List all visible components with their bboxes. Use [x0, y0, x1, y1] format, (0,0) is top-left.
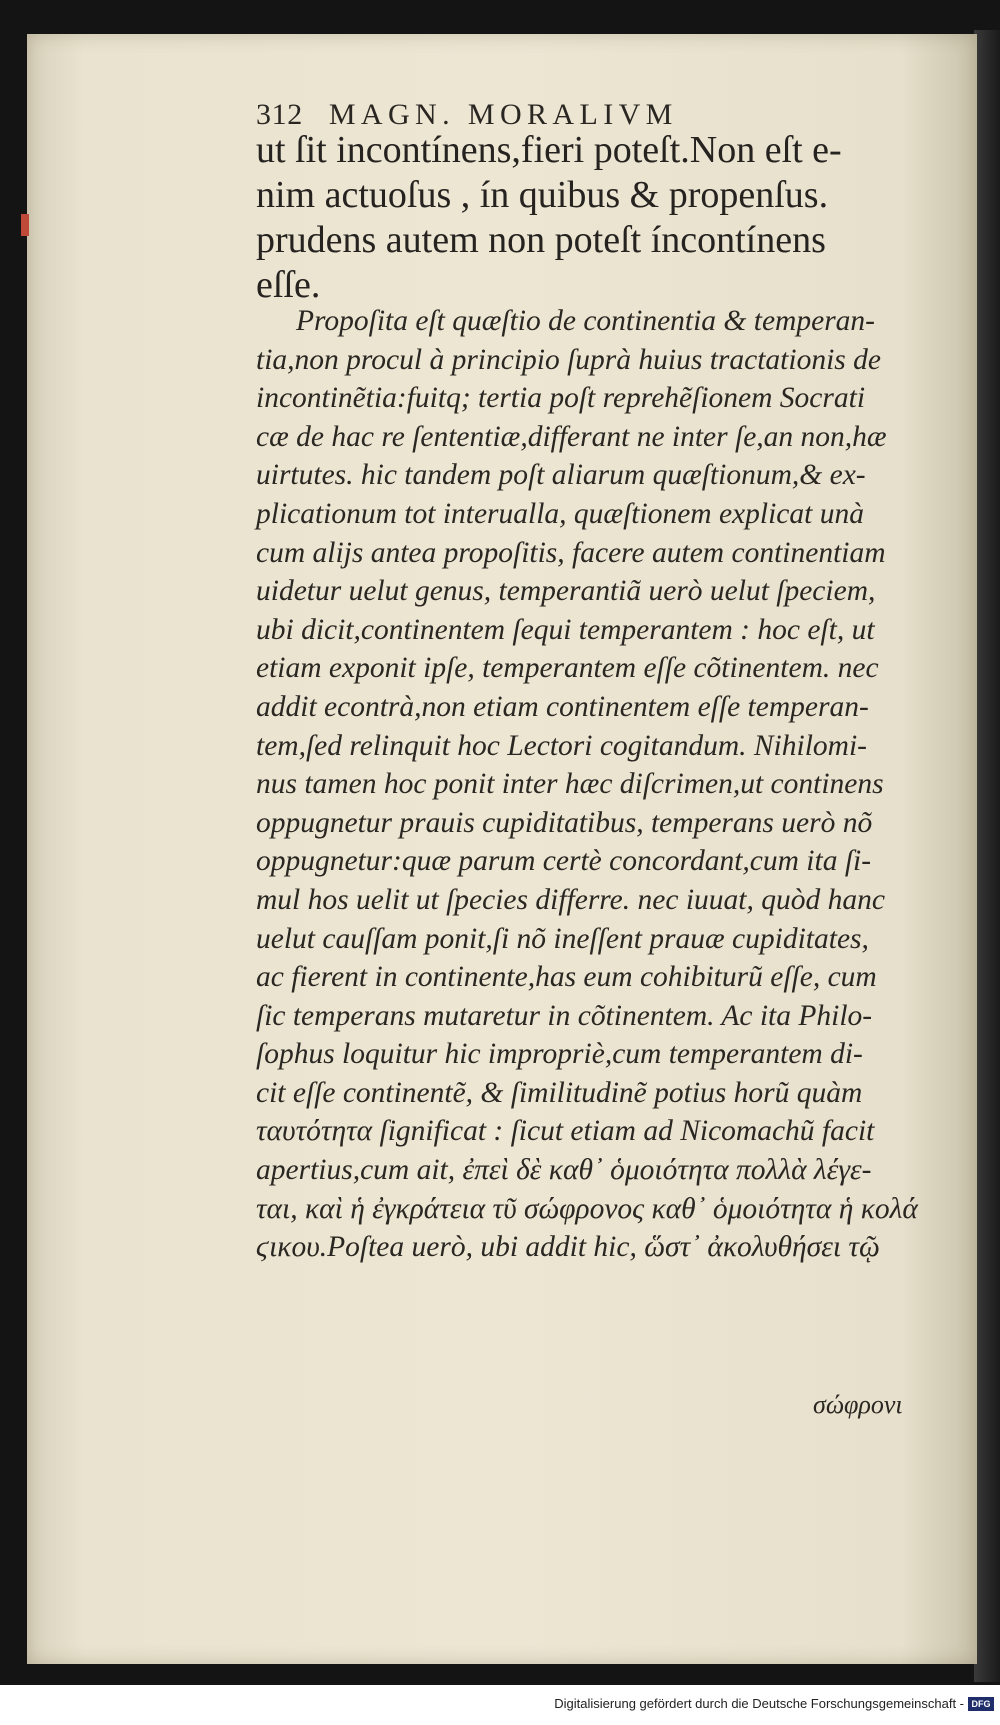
- running-head: [256, 98, 876, 132]
- commentary-line: uirtutes. hic tandem poſt aliarum quæſtionum,& ex-: [256, 459, 866, 492]
- main-text-line: nim actuoſus , ín quibus & propenſus.: [256, 174, 829, 216]
- main-text-block: [256, 128, 886, 308]
- book-edge: [974, 30, 1000, 1682]
- commentary-line: ſic temperans mutaretur in cõtinentem. Ac ita Philo-: [256, 999, 873, 1032]
- commentary-line: uelut cauſſam ponit,ſi nõ ineſſent prauæ cupiditates,: [256, 922, 869, 955]
- catchword: σώφρονι: [813, 1390, 903, 1419]
- commentary-line: ſophus loquitur hic impropriè,cum temperantem di-: [256, 1038, 863, 1071]
- main-text-line: eſſe.: [256, 264, 321, 306]
- digitization-footer: [0, 1685, 1000, 1725]
- page-marker-tab: [21, 214, 29, 236]
- commentary-line: incontinẽtia:fuitq; tertia poſt reprehẽſionem Socrati: [256, 382, 866, 415]
- commentary-line: apertius,cum ait, ἐπεὶ δὲ καθ᾽ ὁμοιότητα πολλὰ λέγε-: [256, 1154, 872, 1187]
- page-number: 312: [256, 98, 303, 131]
- commentary-line: oppugnetur:quæ parum certè concordant,cum ita ſi-: [256, 845, 872, 878]
- commentary-line: ταυτότητα ſignificat : ſicut etiam ad Nicomachũ facit: [256, 1115, 875, 1148]
- main-text-line: prudens autem non poteſt íncontínens: [256, 219, 826, 261]
- commentary-line: nus tamen hoc ponit inter hæc diſcrimen,ut continens: [256, 768, 884, 801]
- funding-credit: Digitalisierung gefördert durch die Deutsche Forschungsgemeinschaft -: [554, 1696, 964, 1711]
- dfg-logo: DFG: [968, 1697, 994, 1711]
- commentary-line: cum alijs antea propoſitis, facere autem continentiam: [256, 536, 886, 569]
- commentary-line: tem,ſed relinquit hoc Lectori cogitandum. Nihilomi-: [256, 729, 867, 762]
- commentary-line: ται, καὶ ἡ ἐγκράτεια τῦ σώφρονος καθ᾽ ὁμοιότητα ἡ κολά: [256, 1192, 918, 1225]
- commentary-line: cit eſſe continentẽ, & ſimilitudinẽ potius horũ quàm: [256, 1076, 863, 1109]
- running-title: MAGN. MORALIVM: [328, 98, 678, 131]
- commentary-line: etiam exponit ipſe, temperantem eſſe cõtinentem. nec: [256, 652, 879, 685]
- commentary-block: [256, 302, 918, 1267]
- commentary-line: Propoſita eſt quæſtio de continentia & temperan-: [296, 305, 875, 337]
- commentary-line: ubi dicit,continentem ſequi temperantem : hoc eſt, ut: [256, 613, 875, 646]
- commentary-line: oppugnetur prauis cupiditatibus, temperans uerò nõ: [256, 806, 873, 839]
- commentary-line: mul hos uelit ut ſpecies differre. nec iuuat, quòd hanc: [256, 883, 885, 916]
- commentary-line: cæ de hac re ſententiæ,differant ne inter ſe,an non,hæ: [256, 420, 887, 453]
- commentary-line: plicationum tot interualla, quæſtionem explicat unà: [256, 497, 864, 530]
- commentary-line: tia,non procul à principio ſuprà huius tractationis de: [256, 343, 881, 376]
- main-text-line: ut ſit incontínens,fieri poteſt.Non eſt e-: [256, 129, 842, 171]
- commentary-line: uidetur uelut genus, temperantiã uerò uelut ſpeciem,: [256, 575, 876, 608]
- commentary-line: ac fierent in continente,has eum cohibiturũ eſſe, cum: [256, 961, 877, 994]
- commentary-line: addit econtrà,non etiam continentem eſſe temperan-: [256, 690, 869, 723]
- commentary-line: ϛικου.Poſtea uerò, ubi addit hic, ὥστ᾽ ἀκολυθήσει τῷ: [256, 1231, 880, 1264]
